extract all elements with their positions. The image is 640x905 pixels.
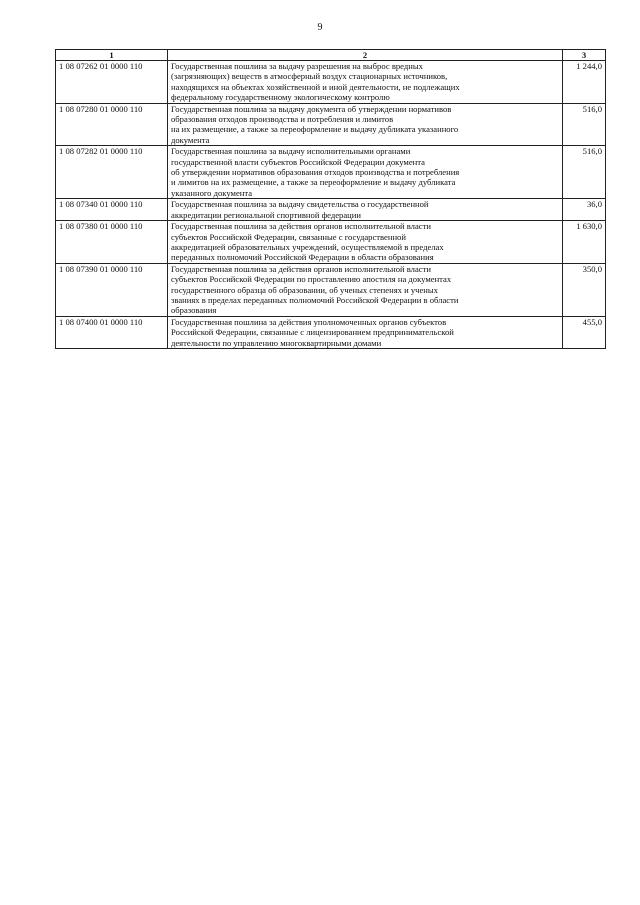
budget-code-cell: 1 08 07400 01 0000 110: [56, 316, 168, 348]
description-line: субъектов Российской Федерации по проставлению апостиля на документах: [171, 274, 452, 285]
amount-cell: 516,0: [563, 146, 606, 199]
amount-cell: 350,0: [563, 263, 606, 316]
table-row: [56, 263, 606, 316]
budget-code-cell: 1 08 07262 01 0000 110: [56, 61, 168, 104]
description-line: образования отходов производства и потребления и лимитов: [171, 114, 394, 125]
table-row: [56, 316, 606, 348]
table-row: [56, 146, 606, 199]
description-line: Государственная пошлина за действия органов исполнительной власти: [171, 263, 431, 274]
column-header-code: 1: [56, 50, 168, 61]
table-row: [56, 221, 606, 264]
amount-cell: 36,0: [563, 199, 606, 221]
description-line: Государственная пошлина за выдачу документа об утверждении нормативов: [171, 103, 452, 114]
table-header-row: [56, 50, 606, 61]
column-header-description: 2: [168, 50, 563, 61]
description-cell: [168, 263, 563, 316]
description-line: документа: [171, 134, 210, 145]
budget-code-cell: 1 08 07280 01 0000 110: [56, 103, 168, 146]
budget-code-cell: 1 08 07282 01 0000 110: [56, 146, 168, 199]
description-line: званиях в пределах переданных полномочий Российской Федерации в области: [171, 294, 459, 305]
description-cell: [168, 103, 563, 146]
description-line: аккредитации региональной спортивной федерации: [171, 209, 361, 220]
amount-cell: 455,0: [563, 316, 606, 348]
page-number: 9: [317, 22, 323, 33]
table-row: [56, 199, 606, 221]
table-row: [56, 61, 606, 104]
description-line: Государственная пошлина за выдачу исполнительными органами: [171, 146, 411, 157]
budget-code-cell: 1 08 07380 01 0000 110: [56, 221, 168, 264]
description-line: государственной власти субъектов Российской Федерации документа: [171, 156, 425, 167]
fee-table: [55, 49, 606, 349]
description-line: на их размещение, а также за переоформление и выдачу дубликата указанного: [171, 124, 459, 135]
description-line: федеральному государственному экологическому контролю: [171, 92, 390, 103]
description-line: Государственная пошлина за действия органов исполнительной власти: [171, 221, 431, 232]
amount-cell: 1 244,0: [563, 61, 606, 104]
column-header-amount: 3: [563, 50, 606, 61]
description-line: находящихся на объектах хозяйственной и иной деятельности, не подлежащих: [171, 81, 460, 92]
description-line: переданных полномочий Российской Федерации в области образования: [171, 252, 434, 263]
budget-code-cell: 1 08 07340 01 0000 110: [56, 199, 168, 221]
description-cell: [168, 316, 563, 348]
description-line: Государственная пошлина за выдачу свидетельства о государственной: [171, 199, 429, 210]
description-line: деятельности по управлению многоквартирными домами: [171, 337, 382, 348]
description-line: Государственная пошлина за выдачу разрешения на выброс вредных: [171, 61, 423, 71]
description-line: субъектов Российской Федерации, связанные с государственной: [171, 231, 406, 242]
description-line: государственного образца об образовании, об ученых степенях и ученых: [171, 284, 438, 295]
description-line: об утверждении нормативов образования отходов производства и потребления: [171, 167, 460, 178]
description-line: и лимитов на их размещение, а также за переоформление и выдачу дубликата: [171, 177, 456, 188]
amount-cell: 516,0: [563, 103, 606, 146]
description-line: Российской Федерации, связанные с лицензированием предпринимательской: [171, 327, 454, 338]
budget-code-cell: 1 08 07390 01 0000 110: [56, 263, 168, 316]
description-line: Государственная пошлина за действия уполномоченных органов субъектов: [171, 316, 447, 327]
description-line: аккредитацией образовательных учреждений, осуществляемой в пределах: [171, 241, 444, 252]
description-line: указанного документа: [171, 187, 253, 198]
description-line: образования: [171, 305, 217, 316]
table-row: [56, 103, 606, 146]
amount-cell: 1 630,0: [563, 221, 606, 264]
description-cell: [168, 221, 563, 264]
description-cell: [168, 199, 563, 221]
description-line: (загрязняющих) веществ в атмосферный воздух стационарных источников,: [171, 71, 448, 82]
description-cell: [168, 61, 563, 104]
description-cell: [168, 146, 563, 199]
